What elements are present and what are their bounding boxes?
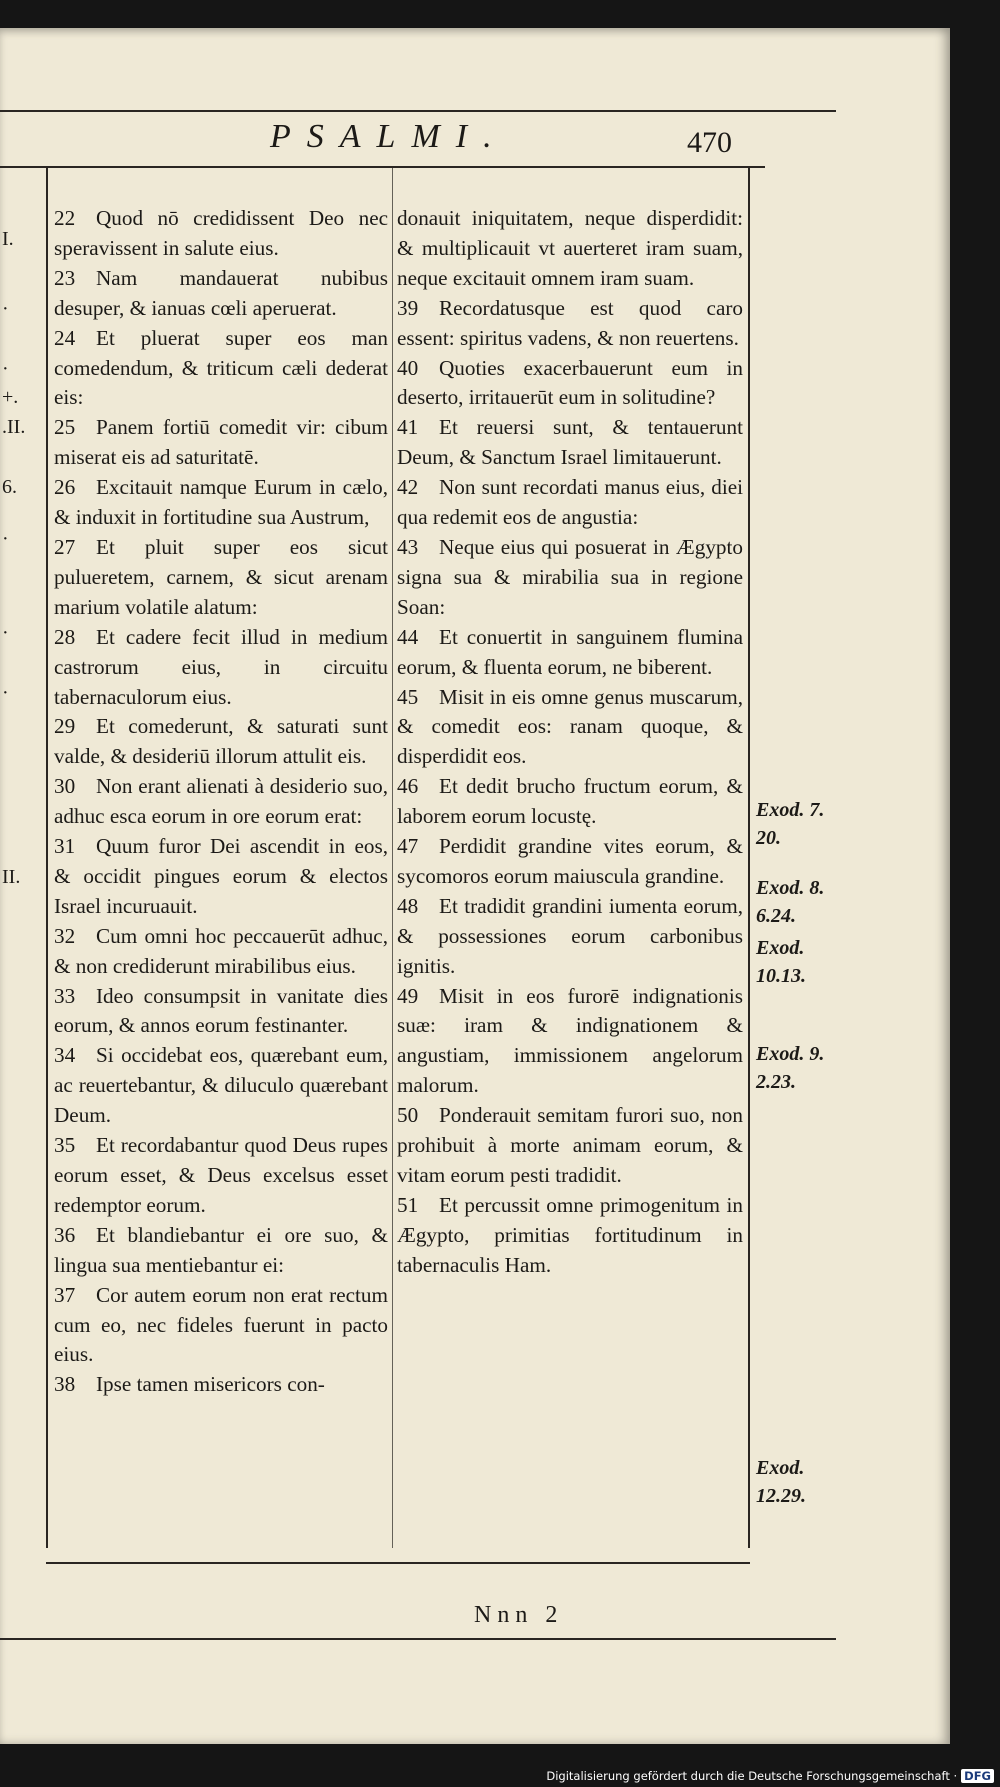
margin-reference-verses: 12.29. [756, 1485, 806, 1507]
verse-number: 48 [397, 893, 419, 918]
left-margin-mark: · [2, 298, 9, 320]
verse-number: 26 [54, 475, 76, 500]
verse [54, 712, 388, 772]
verse-text: Cum omni hoc peccauerūt adhuc, & non crediderunt mirabilibus eius. [54, 923, 388, 978]
verse [54, 623, 388, 713]
margin-reference-verses: 20. [756, 827, 781, 849]
verse [54, 1281, 388, 1371]
left-margin-mark: · [2, 358, 9, 380]
verse [397, 413, 743, 473]
verse-text: Et conuertit in sanguinem flumina eorum, & fluenta eorum, ne biberent. [397, 624, 743, 679]
verse-text: donauit iniquitatem, neque disperdidit: & multiplicauit vt auerteret iram suam, neque excitauit omnem iram suam. [397, 206, 743, 290]
margin-reference-book: Exod. [756, 937, 805, 959]
verse-text: Si occidebat eos, quærebant eum, ac reuertebantur, & diluculo quærebant Deum. [54, 1043, 388, 1128]
verse-number: 43 [397, 534, 419, 559]
margin-reference-book: Exod. [756, 1457, 805, 1479]
verse-text: Excitauit namque Eurum in cælo, & induxit in fortitudine sua Austrum, [54, 475, 388, 530]
margin-reference-verses: 6.24. [756, 905, 796, 927]
verse [397, 683, 743, 773]
verse-number: 30 [54, 774, 76, 799]
verse [54, 922, 388, 982]
left-text-column [54, 204, 388, 1400]
verse-text: Quoties exacerbauerunt eum in deserto, irritauerūt eum in solitudine? [397, 355, 743, 410]
verse-text: Perdidit grandine vites eorum, & sycomoros eorum maiuscula grandine. [397, 834, 743, 888]
verse-number: 51 [397, 1192, 419, 1217]
verse-text: Et pluerat super eos man comedendum, & triticum cæli dederat eis: [54, 325, 388, 410]
margin-reference [756, 934, 806, 990]
verse-number: 31 [54, 834, 76, 859]
verse-text: Non erant alienati à desiderio suo, adhuc esca eorum in ore eorum erat: [54, 774, 388, 829]
verse [397, 473, 743, 533]
verse-text: Cor autem eorum non erat rectum cum eo, nec fideles fuerunt in pacto eius. [54, 1282, 388, 1367]
verse-number: 25 [54, 415, 76, 440]
left-margin-mark: · [2, 622, 9, 644]
margin-reference-book: Exod. 9. [756, 1043, 825, 1065]
verse-text: Misit in eos furorē indignationis suæ: iram & indignationem & angustiam, immissionem angelorum malorum. [397, 983, 743, 1098]
margin-reference-verses: 10.13. [756, 965, 806, 987]
footer-rule [46, 1562, 750, 1564]
dfg-logo: DFG [961, 1769, 994, 1783]
verse [54, 533, 388, 623]
left-margin-mark: · [2, 682, 9, 704]
verse-text: Et dedit brucho fructum eorum, & laborem eorum locustę. [397, 774, 743, 829]
verse-text: Ipse tamen misericors con- [96, 1372, 325, 1397]
verse-text: Ideo consumpsit in vanitate dies eorum, & annos eorum festinanter. [54, 983, 388, 1038]
verse [397, 1191, 743, 1281]
verse-number: 22 [54, 206, 76, 230]
verse-text: Non sunt recordati manus eius, diei qua redemit eos de angustia: [397, 475, 743, 530]
verse-number: 39 [397, 295, 419, 320]
verse [397, 832, 743, 892]
digitization-credit [546, 1769, 994, 1783]
verse-text: Recordatusque est quod caro essent: spiritus vadens, & non reuertens. [397, 295, 743, 350]
verse [54, 204, 388, 264]
margin-column-rule [748, 168, 750, 1548]
left-margin-mark: .II. [2, 416, 26, 438]
left-margin-mark: +. [2, 386, 19, 408]
verse-number: 46 [397, 774, 419, 799]
verse-number: 33 [54, 983, 76, 1008]
credit-text: Digitalisierung gefördert durch die Deutsche Forschungsgemeinschaft · [546, 1769, 958, 1783]
verse-number: 34 [54, 1043, 76, 1068]
book-page [0, 28, 950, 1744]
verse-number: 45 [397, 684, 419, 709]
verse [397, 772, 743, 832]
verse-number: 41 [397, 415, 419, 440]
verse-number: 44 [397, 624, 419, 649]
verse-text: Neque eius qui posuerat in Ægypto signa sua & mirabilia sua in regione Soan: [397, 534, 743, 619]
verse-number: 27 [54, 534, 76, 559]
verse-number: 24 [54, 325, 76, 350]
verse-number: 29 [54, 714, 76, 739]
verse [397, 354, 743, 414]
left-margin-mark: 6. [2, 476, 17, 498]
left-margin-mark: · [2, 528, 9, 550]
left-margin-mark: II. [2, 866, 21, 888]
verse [397, 533, 743, 623]
verse [397, 982, 743, 1102]
verse-number: 49 [397, 983, 419, 1008]
verse-number: 37 [54, 1282, 76, 1307]
left-margin-mark: I. [2, 228, 14, 250]
verse-text: Et blandiebantur ei ore suo, & lingua sua mentiebantur ei: [54, 1222, 388, 1277]
verse [54, 1131, 388, 1221]
verse [54, 1370, 388, 1400]
verse [54, 473, 388, 533]
margin-reference [756, 874, 824, 930]
verse-text: Nam mandauerat nubibus desuper, & ianuas cœli aperuerat. [54, 265, 388, 320]
verse [397, 294, 743, 354]
header-rule-lower [0, 166, 765, 168]
margin-reference-book: Exod. 8. [756, 877, 825, 899]
verse-text: Misit in eis omne genus muscarum, & comedit eos: ranam quoque, & disperdidit eos. [397, 684, 743, 769]
verse-number: 47 [397, 834, 419, 859]
verse [397, 892, 743, 982]
verse [54, 413, 388, 473]
verse-number: 40 [397, 355, 419, 380]
margin-reference [756, 796, 824, 852]
verse [397, 623, 743, 683]
verse-number: 42 [397, 475, 419, 500]
verse-text: Et recordabantur quod Deus rupes eorum esset, & Deus excelsus esset redemptor eorum. [54, 1133, 388, 1217]
verse-text: Et reuersi sunt, & tentauerunt Deum, & Sanctum Israel limitauerunt. [397, 415, 743, 470]
right-text-column [397, 204, 743, 1281]
page-number: 470 [687, 126, 732, 159]
verse [54, 982, 388, 1042]
verse [397, 1101, 743, 1191]
margin-reference [756, 1454, 806, 1510]
verse-text: Ponderauit semitam furori suo, non prohibuit à morte animam eorum, & vitam eorum pesti tradidit. [397, 1103, 743, 1187]
verse [397, 204, 743, 294]
verse-number: 32 [54, 923, 76, 948]
verse-text: Et tradidit grandini iumenta eorum, & possessiones eorum carbonibus ignitis. [397, 893, 743, 978]
verse-number: 38 [54, 1372, 76, 1397]
verse [54, 1221, 388, 1281]
center-column-rule [392, 168, 393, 1548]
margin-reference-book: Exod. 7. [756, 799, 825, 821]
verse-text: Panem fortiū comedit vir: cibum miserat eis ad saturitatē. [54, 415, 388, 470]
verse-text: Quod nō credidissent Deo nec speravissent in salute eius. [54, 206, 388, 260]
verse-number: 36 [54, 1222, 76, 1247]
verse [54, 832, 388, 922]
header-rule [0, 110, 836, 112]
verse-number: 50 [397, 1103, 419, 1128]
running-header-title: PSALMI. [270, 118, 508, 155]
verse-text: Quum furor Dei ascendit in eos, & occidit pingues eorum & electos Israel incuruauit. [54, 834, 388, 918]
margin-reference-verses: 2.23. [756, 1071, 796, 1093]
verse [54, 324, 388, 414]
verse [54, 772, 388, 832]
verse-number: 23 [54, 265, 76, 290]
verse-number: 35 [54, 1133, 76, 1158]
margin-reference [756, 1040, 824, 1096]
bottom-rule [0, 1638, 836, 1640]
signature-mark: Nnn 2 [474, 1602, 564, 1628]
verse-text: Et cadere fecit illud in medium castrorum eius, in circuitu tabernaculorum eius. [54, 624, 388, 709]
verse-text: Et comederunt, & saturati sunt valde, & desideriū illorum attulit eis. [54, 714, 388, 769]
verse-text: Et percussit omne primogenitum in Ægypto, primitias fortitudinum in tabernaculis Ham. [397, 1192, 743, 1277]
verse-number: 28 [54, 624, 76, 649]
verse-text: Et pluit super eos sicut pulueretem, carnem, & sicut arenam marium volatile alatum: [54, 534, 388, 619]
verse [54, 1041, 388, 1131]
left-column-rule [46, 168, 48, 1548]
verse [54, 264, 388, 324]
